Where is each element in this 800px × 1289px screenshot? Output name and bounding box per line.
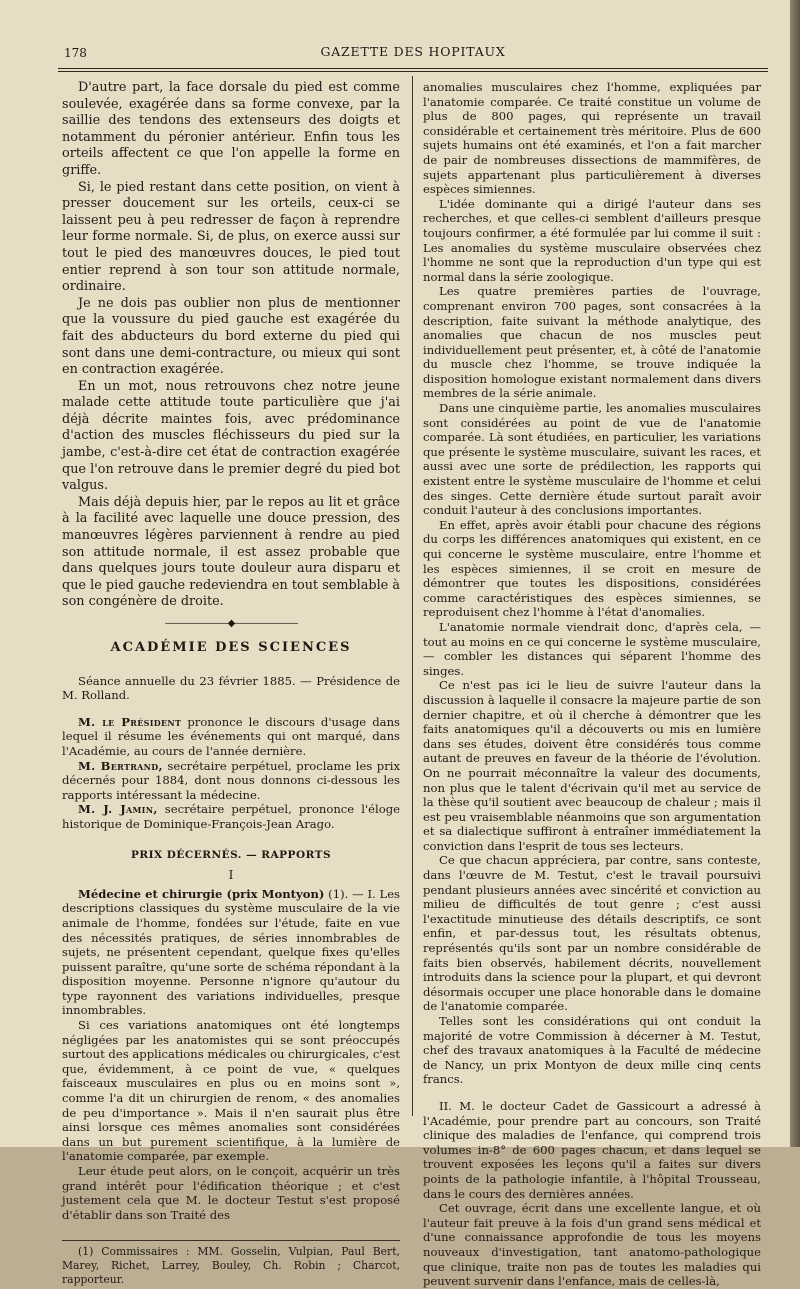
speaker-name: M. le Président [78, 714, 182, 729]
prize-title: Médecine et chirurgie (prix Montyon) [78, 886, 325, 901]
paragraph: Je ne dois pas oublier non plus de mentionner que la voussure du pied gauche est exagérée du fait des abducteurs du bord externe du pied qui sont dans une demi-contracture, ou mieux qui sont en contraction exagérée. [62, 295, 400, 378]
column-divider [412, 76, 413, 1116]
header-rule [58, 68, 768, 69]
page-header [58, 44, 768, 64]
paragraph: En effet, après avoir établi pour chacune des régions du corps les différences anatomiques qui existent, en ce qui concerne le système musculaire, entre l'homme et les espèces simiennes, il se croit en mesure de démontrer que toutes les dispositions, considérées comme caractéristiques des espèces simiennes, se reproduisent chez l'homme à l'état d'anomalies. [423, 517, 761, 620]
paragraph-text: (1). — I. Les descriptions classiques du système musculaire de la vie animale de l'homme, fondées sur l'étude, faite en vue des nécessités pratiques, de séries innombrables de sujets, ne présentent cependant, quelque fixes qu'elles puissent paraître, qu'une sorte de schéma répondant à la disposition moyenne. Personne n'ignore qu'autour du type rayonnent des variations individuelles, presque innombrables. [62, 886, 400, 1018]
paragraph [62, 715, 400, 759]
paragraph [62, 759, 400, 803]
paragraph: anomalies musculaires chez l'homme, expliquées par l'anatomie comparée. Ce traité constitue un volume de plus de 800 pages, qui représente un travail considérable et certainement très méritoire. Plus de 600 sujets humains ont été examinés, et l'on a fait marcher de pair de nombreuses dissections de mammifères, de sujets appartenant plus particulièrement à diverses espèces simiennes. [423, 80, 761, 197]
seance-line: Séance annuelle du 23 février 1885. — Présidence de M. Rolland. [62, 673, 400, 703]
paragraph-text: prononce le discours d'usage dans lequel il résume les événements qui ont marqué, dans l'Académie, au cours de l'année dernière. [62, 714, 400, 758]
paragraph-text: secrétaire perpétuel, proclame les prix décernés pour 1884, dont nous donnons ci-dessous les rapports intéressant la médecine. [62, 758, 400, 802]
running-title: GAZETTE DES HOPITAUX [320, 44, 506, 59]
left-column [62, 80, 400, 1286]
paragraph [62, 887, 400, 1018]
page-number: 178 [64, 46, 87, 60]
section-title: ACADÉMIE DES SCIENCES [110, 640, 352, 655]
paragraph: Si ces variations anatomiques ont été longtemps négligées par les anatomistes qui se sont préoccupés surtout des applications médicales ou chirurgicales, c'est que, évidemment, à ce point de vue, « quelques faisceaux musculaires en plus ou en moins sont », comme l'a dit un chirurgien de renom, « des anomalies de peu d'importance ». Mais il n'en saurait plus être ainsi lorsque ces mêmes anomalies sont considérées dans un but purement scientifique, à la lumière de l'anatomie comparée, par exemple. [62, 1018, 400, 1164]
paragraph: Les quatre premières parties de l'ouvrage, comprenant environ 700 pages, sont consacrées à la description, faite suivant la méthode analytique, des anomalies que chacun de nos muscles peut individuellement peut présenter, et, à côté de l'anatomie du muscle chez l'homme, se trouve indiquée la disposition homologue existant normalement dans divers membres de la série animale. [423, 284, 761, 401]
paragraph: Cet ouvrage, écrit dans une excellente langue, et où l'auteur fait preuve à la fois d'un grand sens médical et d'une connaissance approfondie de tous les moyens nouveaux d'investigation, tant anatomo-pathologique que clinique, traite non pas de toutes les maladies qui peuvent survenir dans l'enfance, mais de celles-là, [423, 1201, 761, 1289]
footnote: (1) Commissaires : MM. Gosselin, Vulpian, Paul Bert, Marey, Richet, Larrey, Bouley, Ch. Robin ; Charcot, rapporteur. [62, 1245, 400, 1286]
speaker-name: M. J. Jamin, [78, 802, 158, 817]
roman-numeral: I [228, 868, 234, 883]
paragraph-text: secrétaire perpétuel, prononce l'éloge historique de Dominique-François-Jean Arago. [62, 802, 400, 831]
paragraph: Ce n'est pas ici le lieu de suivre l'auteur dans la discussion à laquelle il consacre la majeure partie de son dernier chapitre, et où il cherche à démontrer que les faits anatomiques qu'il a découverts ou mis en lumière dans ses études, doivent être considérés tous comme autant de preuves en faveur de la théorie de l'évolution. On ne pourrait méconnaître la valeur des documents, non plus que le talent d'écrivain qu'il met au service de la thèse qu'il soutient avec beaucoup de chaleur ; mais il est peu vraisemblable néanmoins que son argumentation et sa dialectique suffiront à entraîner immédiatement la conviction dans l'esprit de tous ses lecteurs. [423, 678, 761, 853]
section-separator: ———————◆——————— [164, 618, 298, 629]
paragraph: II. M. le docteur Cadet de Gassicourt a adressé à l'Académie, pour prendre part au concours, son Traité clinique des maladies de l'enfance, qui comprend trois volumes in-8° de 600 pages chacun, et dans lequel se trouvent exposées les leçons qu'il a faites sur divers points de la pathologie infantile, à l'hôpital Trousseau, dans le cours des dernières années. [423, 1098, 761, 1201]
paragraph: Mais déjà depuis hier, par le repos au lit et grâce à la facilité avec laquelle une douce pression, des manœuvres légères parviennent à rendre au pied son attitude normale, il est assez probable que dans quelques jours toute douleur aura disparu et que le pied gauche redeviendra en tout semblable à son congénère de droite. [62, 494, 400, 610]
subsection-heading: PRIX DÉCERNÉS. — RAPPORTS [130, 848, 332, 861]
paragraph: L'idée dominante qui a dirigé l'auteur dans ses recherches, et que celles-ci semblent d'ailleurs presque toujours confirmer, a été formulée par lui comme il suit : Les anomalies du système musculaire observées chez l'homme ne sont que la reproduction d'un type qui est normal dans la série zoologique. [423, 196, 761, 284]
paragraph: Leur étude peut alors, on le conçoit, acquérir un très grand intérêt pour l'édification théorique ; et c'est justement cela que M. le docteur Testut s'est proposé d'établir dans son Traité des [62, 1164, 400, 1222]
paragraph: Dans une cinquième partie, les anomalies musculaires sont considérées au point de vue de l'anatomie comparée. Là sont étudiées, en particulier, les variations que présente le système musculaire, suivant les races, et aussi avec une sorte de prédilection, les rapports qui existent entre le système musculaire de l'homme et celui des singes. Cette dernière étude surtout paraît avoir conduit l'auteur à des conclusions importantes. [423, 401, 761, 518]
paragraph: Telles sont les considérations qui ont conduit la majorité de votre Commission à décerner à M. Testut, chef des travaux anatomiques à la Faculté de médecine de Nancy, un prix Montyon de deux mille cinq cents francs. [423, 1014, 761, 1087]
paragraph: L'anatomie normale viendrait donc, d'après cela, — tout au moins en ce qui concerne le système musculaire, — combler les distances qui séparent l'homme des singes. [423, 619, 761, 678]
paragraph: Ce que chacun appréciera, par contre, sans conteste, dans l'œuvre de M. Testut, c'est le travail poursuivi pendant plusieurs années avec sincérité et conviction au milieu de difficultés de tout genre ; c'est aussi l'exactitude minutieuse des détails descriptifs, ce sont enfin, et par-dessus tout, les résultats obtenus, représentés qu'ils sont par un nombre considérable de faits bien observés, habilement décrits, nouvellement introduits dans la science pour la plupart, et qui devront désormais occuper une place honorable dans le domaine de l'anatomie comparée. [423, 853, 761, 1014]
header-rule-double [58, 71, 768, 72]
paragraph: Si, le pied restant dans cette position, on vient à presser doucement sur les orteils, ceux-ci se laissent peu à peu redresser de façon à reprendre leur forme normale. Si, de plus, on exerce aussi sur tout le pied des manœuvres douces, le pied tout entier reprend à son tour son attitude normale, ordinaire. [62, 179, 400, 295]
page-binding-edge [790, 0, 800, 1147]
paragraph [62, 802, 400, 831]
paragraph: D'autre part, la face dorsale du pied est comme soulevée, exagérée dans sa forme convexe, par la saillie des tendons des extenseurs des doigts et notamment du péronier antérieur. Enfin tous les orteils affectent ce que l'on appelle la forme en griffe. [62, 80, 400, 178]
paragraph: En un mot, nous retrouvons chez notre jeune malade cette attitude toute particulière que j'ai déjà décrite maintes fois, avec prédominance d'action des muscles fléchisseurs du pied sur la jambe, c'est-à-dire cet état de contraction exagérée que l'on retrouve dans le premier degré du pied bot valgus. [62, 378, 400, 494]
speaker-name: M. Bertrand, [78, 758, 163, 773]
right-column [423, 80, 761, 1289]
footnote-rule [62, 1240, 400, 1241]
